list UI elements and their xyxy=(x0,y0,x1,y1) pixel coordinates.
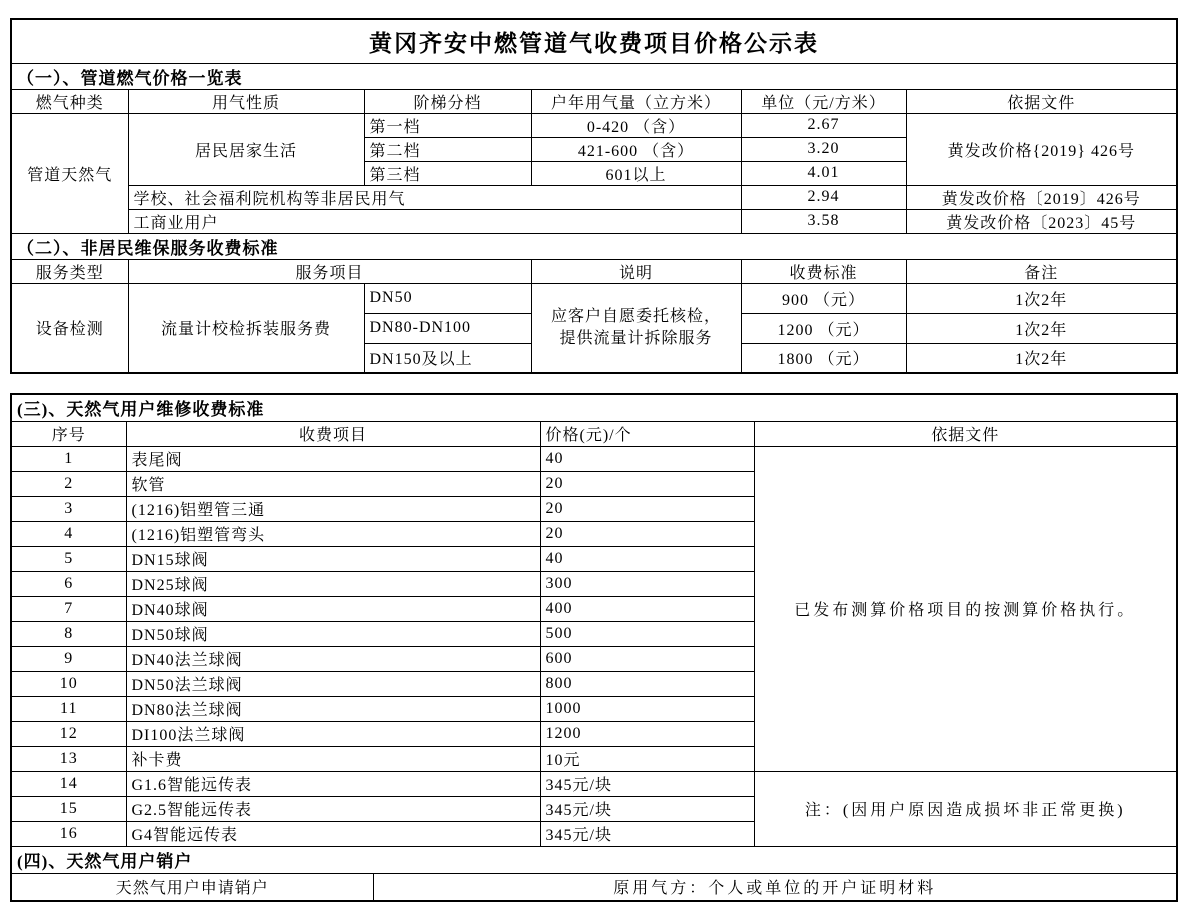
table-gap xyxy=(10,374,1176,393)
cell-item: G1.6智能远传表 xyxy=(126,771,540,796)
cell-no: 12 xyxy=(11,721,126,746)
section1-heading: （一）、管道燃气价格一览表 xyxy=(11,63,1177,89)
table-row xyxy=(11,259,1177,283)
cell-non-resident-doc: 黄发改价格〔2019〕426号 xyxy=(906,185,1177,209)
cell-no: 4 xyxy=(11,521,126,546)
cell-non-resident-price: 2.94 xyxy=(741,185,906,209)
cell-service-type: 设备检测 xyxy=(11,283,128,373)
cell-item: DN40球阀 xyxy=(126,596,540,621)
table-row xyxy=(11,446,1177,471)
table-gas-price-and-maintenance xyxy=(10,18,1178,374)
cell-price: 40 xyxy=(540,546,754,571)
cell-closure-requirement: 原用气方：个人或单位的开户证明材料 xyxy=(373,873,1177,901)
cell-no: 7 xyxy=(11,596,126,621)
cell-item: G4智能远传表 xyxy=(126,821,540,846)
cell-volume-2: 421-600 （含） xyxy=(531,137,741,161)
cell-tier-2: 第二档 xyxy=(364,137,531,161)
cell-item: DN80法兰球阀 xyxy=(126,696,540,721)
col-header-remark: 备注 xyxy=(906,259,1177,283)
col-header-price: 价格(元)/个 xyxy=(540,421,754,446)
cell-no: 5 xyxy=(11,546,126,571)
cell-price: 20 xyxy=(540,496,754,521)
cell-price: 40 xyxy=(540,446,754,471)
cell-price: 20 xyxy=(540,471,754,496)
col-header-doc: 依据文件 xyxy=(754,421,1177,446)
cell-price: 300 xyxy=(540,571,754,596)
cell-spec-3: DN150及以上 xyxy=(364,343,531,373)
col-header-usage-type: 用气性质 xyxy=(128,89,364,113)
cell-remark-1: 1次2年 xyxy=(906,283,1177,313)
cell-price: 600 xyxy=(540,646,754,671)
col-header-fee: 收费标准 xyxy=(741,259,906,283)
col-header-service-type: 服务类型 xyxy=(11,259,128,283)
cell-fee-2: 1200 （元） xyxy=(741,313,906,343)
cell-price: 345元/块 xyxy=(540,796,754,821)
page-title: 黄冈齐安中燃管道气收费项目价格公示表 xyxy=(11,19,1177,63)
table-row xyxy=(11,421,1177,446)
cell-item: DN50法兰球阀 xyxy=(126,671,540,696)
cell-no: 11 xyxy=(11,696,126,721)
cell-resident-usage: 居民居家生活 xyxy=(128,113,364,185)
cell-price-1: 2.67 xyxy=(741,113,906,137)
service-description-line1: 应客户自愿委托核检， xyxy=(550,307,721,325)
cell-volume-3: 601以上 xyxy=(531,161,741,185)
col-header-volume: 户年用气量（立方米） xyxy=(531,89,741,113)
cell-gas-type: 管道天然气 xyxy=(11,113,128,233)
cell-item: DN25球阀 xyxy=(126,571,540,596)
cell-no: 13 xyxy=(11,746,126,771)
cell-fee-3: 1800 （元） xyxy=(741,343,906,373)
table-row xyxy=(11,89,1177,113)
col-header-tier: 阶梯分档 xyxy=(364,89,531,113)
cell-item: (1216)铝塑管弯头 xyxy=(126,521,540,546)
cell-price-3: 4.01 xyxy=(741,161,906,185)
cell-no: 8 xyxy=(11,621,126,646)
table-row xyxy=(11,846,1177,873)
cell-no: 3 xyxy=(11,496,126,521)
table-row xyxy=(11,113,1177,137)
table-row xyxy=(11,233,1177,259)
cell-item: DN15球阀 xyxy=(126,546,540,571)
cell-no: 14 xyxy=(11,771,126,796)
table-repair-fees-and-account-closure xyxy=(10,393,1178,902)
cell-price: 500 xyxy=(540,621,754,646)
cell-item: 软管 xyxy=(126,471,540,496)
cell-no: 9 xyxy=(11,646,126,671)
cell-item: DN40法兰球阀 xyxy=(126,646,540,671)
table-row xyxy=(11,283,1177,313)
cell-price-2: 3.20 xyxy=(741,137,906,161)
cell-no: 15 xyxy=(11,796,126,821)
cell-price: 10元 xyxy=(540,746,754,771)
cell-industrial-doc: 黄发改价格〔2023〕45号 xyxy=(906,209,1177,233)
cell-volume-1: 0-420 （含） xyxy=(531,113,741,137)
cell-price: 1000 xyxy=(540,696,754,721)
cell-fee-1: 900 （元） xyxy=(741,283,906,313)
cell-item: DI100法兰球阀 xyxy=(126,721,540,746)
table-row xyxy=(11,209,1177,233)
col-header-gas-type: 燃气种类 xyxy=(11,89,128,113)
section2-heading: （二）、非居民维保服务收费标准 xyxy=(11,233,1177,259)
cell-closure-request: 天然气用户申请销户 xyxy=(11,873,373,901)
cell-item: DN50球阀 xyxy=(126,621,540,646)
cell-spec-1: DN50 xyxy=(364,283,531,313)
col-header-description: 说明 xyxy=(531,259,741,283)
cell-item: G2.5智能远传表 xyxy=(126,796,540,821)
cell-service-item: 流量计校检拆装服务费 xyxy=(128,283,364,373)
section4-heading: (四)、天然气用户销户 xyxy=(11,846,1177,873)
cell-item: 补卡费 xyxy=(126,746,540,771)
cell-price: 20 xyxy=(540,521,754,546)
col-header-service-item: 服务项目 xyxy=(128,259,531,283)
cell-price: 345元/块 xyxy=(540,821,754,846)
col-header-no: 序号 xyxy=(11,421,126,446)
table-row xyxy=(11,771,1177,796)
cell-price: 345元/块 xyxy=(540,771,754,796)
cell-price: 800 xyxy=(540,671,754,696)
table-row xyxy=(11,185,1177,209)
col-header-unit-price: 单位（元/方米） xyxy=(741,89,906,113)
table-row xyxy=(11,394,1177,421)
cell-service-description xyxy=(531,283,741,373)
cell-item: 表尾阀 xyxy=(126,446,540,471)
cell-industrial-label: 工商业用户 xyxy=(128,209,741,233)
col-header-doc: 依据文件 xyxy=(906,89,1177,113)
cell-remark-2: 1次2年 xyxy=(906,313,1177,343)
cell-industrial-price: 3.58 xyxy=(741,209,906,233)
table-row xyxy=(11,873,1177,901)
cell-doc-main: 已发布测算价格项目的按测算价格执行。 xyxy=(754,446,1177,771)
cell-no: 1 xyxy=(11,446,126,471)
cell-price: 400 xyxy=(540,596,754,621)
cell-tier-1: 第一档 xyxy=(364,113,531,137)
cell-spec-2: DN80-DN100 xyxy=(364,313,531,343)
cell-no: 16 xyxy=(11,821,126,846)
cell-remark-3: 1次2年 xyxy=(906,343,1177,373)
cell-price: 1200 xyxy=(540,721,754,746)
cell-tier-3: 第三档 xyxy=(364,161,531,185)
service-description-line2: 提供流量计拆除服务 xyxy=(559,329,713,347)
cell-doc-note: 注：(因用户原因造成损坏非正常更换) xyxy=(754,771,1177,846)
cell-item: (1216)铝塑管三通 xyxy=(126,496,540,521)
col-header-item: 收费项目 xyxy=(126,421,540,446)
cell-non-resident-label: 学校、社会福利院机构等非居民用气 xyxy=(128,185,741,209)
cell-no: 2 xyxy=(11,471,126,496)
cell-no: 6 xyxy=(11,571,126,596)
section3-heading: (三)、天然气用户维修收费标准 xyxy=(11,394,1177,421)
table-row xyxy=(11,19,1177,63)
cell-no: 10 xyxy=(11,671,126,696)
table-row xyxy=(11,63,1177,89)
cell-tier-doc: 黄发改价格{2019} 426号 xyxy=(906,113,1177,185)
